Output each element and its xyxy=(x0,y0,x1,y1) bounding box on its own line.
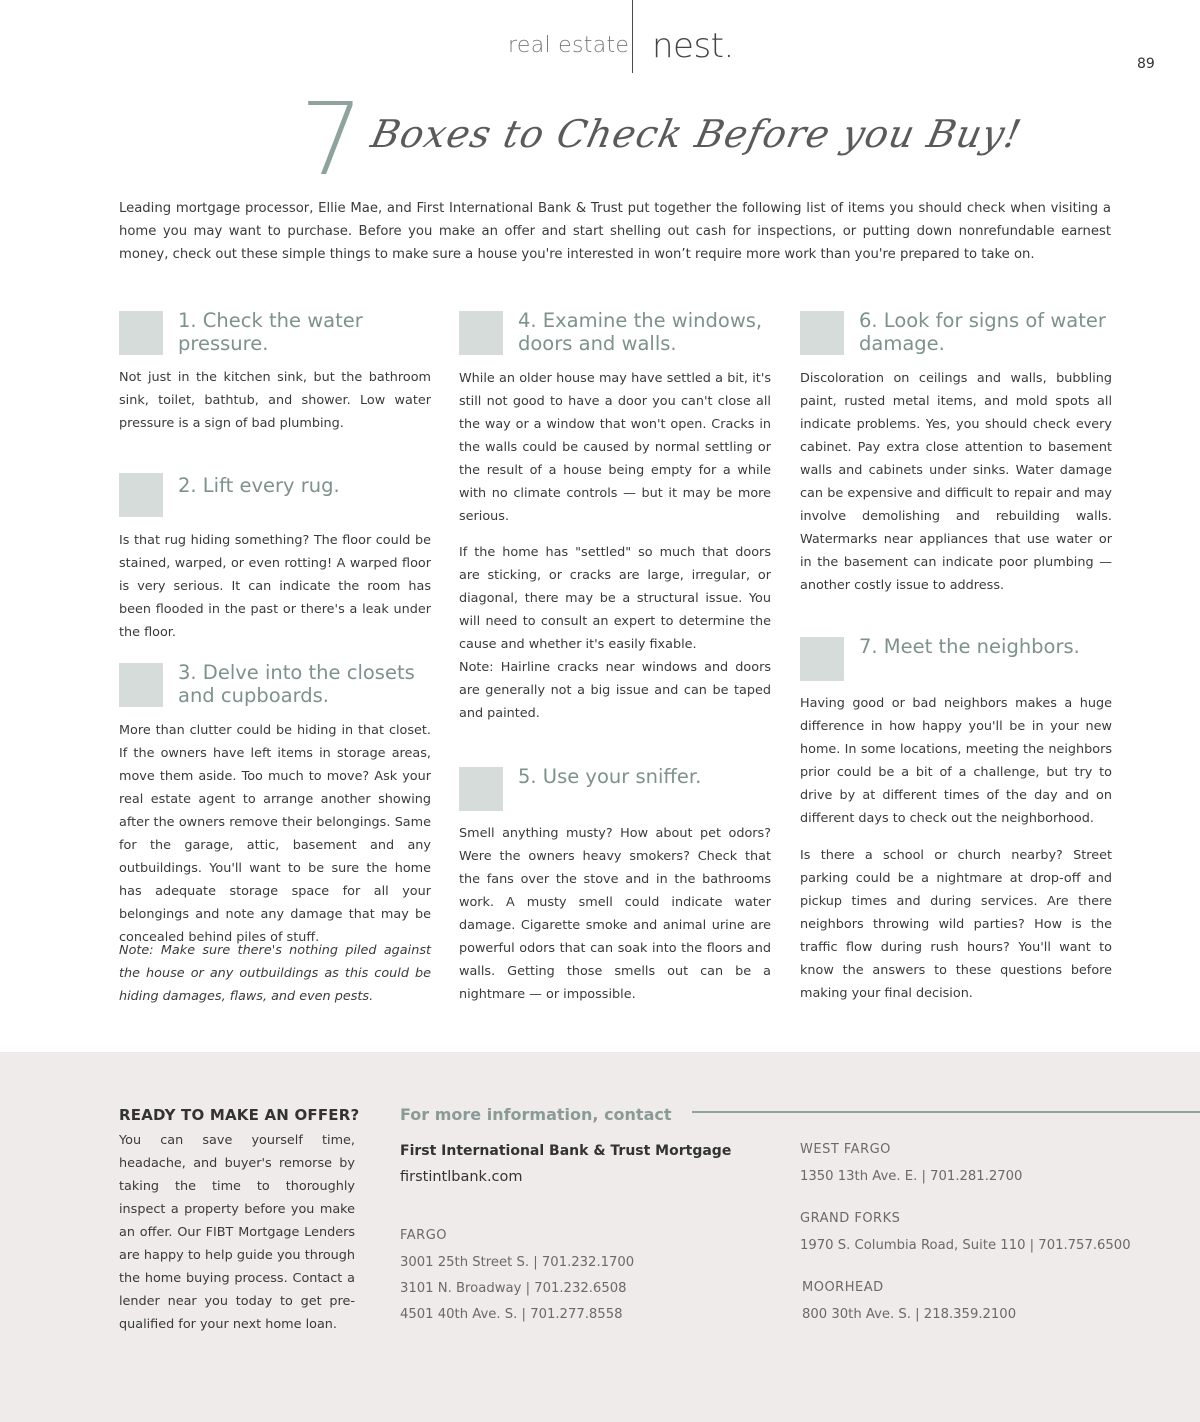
checkbox-square xyxy=(459,767,503,811)
item-title: 4. Examine the windows, doors and walls. xyxy=(518,309,763,355)
item-body: Is that rug hiding something? The floor could be stained, warped, or even rotting! A warped floor is very serious. It can indicate the room has been flooded in the past or there's a leak under the floor. xyxy=(119,533,431,640)
intro-paragraph: Leading mortgage processor, Ellie Mae, and First International Bank & Trust put together the following list of items you should check when visiting a home you may want to purchase. Before you make an offer and start shelling out cash for inspections, or putting down nonrefundable earnest money, check out these simple things to make sure a house you're interested in won’t require more work than you're prepared to take on. xyxy=(119,201,1111,262)
checkbox-square xyxy=(459,311,503,355)
city-grand-forks: GRAND FORKS xyxy=(800,1211,901,1226)
page-title: Boxes to Check Before you Buy! xyxy=(367,112,1026,156)
item-note: Note: Make sure there's nothing piled against the house or any outbuildings as this could be hiding damages, flaws, and even pests. xyxy=(119,943,431,1004)
item-body: Smell anything musty? How about pet odors? Were the owners heavy smokers? Check that the fans over the stove and in the bathrooms work. A musty smell could indicate water damage. Cigarette smoke and animal urine are powerful odors that can soak into the floors and walls. Getting those smells out can be a nightmare — or impossible. xyxy=(459,826,771,1002)
checkbox-square xyxy=(119,663,163,707)
bank-website-link[interactable]: firstintlbank.com xyxy=(400,1169,523,1185)
magazine-logo: nest. xyxy=(652,26,734,66)
checkbox-square xyxy=(119,473,163,517)
section-label: real estate xyxy=(508,33,630,58)
item-body: While an older house may have settled a bit, it's still not good to have a door you can't close all the way or a window that won't open. Cracks in the walls could be caused by normal settling or the result of a house being empty for a while with no climate controls — but it may be more serious. xyxy=(459,371,771,524)
item-body: If the home has "settled" so much that doors are sticking, or cracks are large, irregular, or diagonal, there may be a structural issue. You will need to consult an expert to determine the cause and whether it's easily fixable. xyxy=(459,545,771,652)
item-body: Is there a school or church nearby? Street parking could be a nightmare at drop-off and pickup times and during services. Are there neighbors throwing wild parties? How is the traffic flow during rush hours? You'll want to know the answers to these questions before making your final decision. xyxy=(800,848,1112,1001)
address-line: 3101 N. Broadway | 701.232.6508 xyxy=(400,1281,627,1296)
ready-heading: READY TO MAKE AN OFFER? xyxy=(119,1106,360,1124)
contact-heading: For more information, contact xyxy=(400,1105,672,1124)
bank-name: First International Bank & Trust Mortgage xyxy=(400,1143,732,1159)
address-line: 3001 25th Street S. | 701.232.1700 xyxy=(400,1255,635,1270)
city-fargo: FARGO xyxy=(400,1228,448,1243)
item-title: 2. Lift every rug. xyxy=(178,474,340,497)
item-body: Discoloration on ceilings and walls, bubbling paint, rusted metal items, and mold spots all indicate problems. Yes, you should check every cabinet. Pay extra close attention to basement walls and cabinets under sinks. Water damage can be expensive and difficult to repair and may involve demolishing and rebuilding walls. Watermarks near appliances that use water or in the basement can indicate poor plumbing — another costly issue to address. xyxy=(800,371,1112,593)
item-note: Note: Hairline cracks near windows and doors are generally not a big issue and can be taped and painted. xyxy=(459,660,771,721)
checkbox-square xyxy=(800,311,844,355)
checkbox-square xyxy=(800,637,844,681)
item-title: 6. Look for signs of water damage. xyxy=(859,309,1106,355)
page-number: 89 xyxy=(1137,56,1155,72)
address-line: 800 30th Ave. S. | 218.359.2100 xyxy=(802,1307,1017,1322)
item-title: 3. Delve into the closets and cupboards. xyxy=(178,661,415,707)
checkbox-square xyxy=(119,311,163,355)
address-line: 4501 40th Ave. S. | 701.277.8558 xyxy=(400,1307,623,1322)
address-line: 1970 S. Columbia Road, Suite 110 | 701.757.6500 xyxy=(800,1238,1131,1253)
item-title: 7. Meet the neighbors. xyxy=(859,635,1080,658)
ready-body: You can save yourself time, headache, and buyer's remorse by taking the time to thoroughly inspect a property before you make an offer. Our FIBT Mortgage Lenders are happy to help guide you through the home buying process. Contact a lender near you today to get pre-qualified for your next home loan. xyxy=(119,1133,355,1332)
item-body: Not just in the kitchen sink, but the bathroom sink, toilet, bathtub, and shower. Low water pressure is a sign of bad plumbing. xyxy=(119,370,431,431)
item-body: More than clutter could be hiding in that closet. If the owners have left items in storage areas, move them aside. Too much to move? Ask your real estate agent to arrange another showing after the owners remove their belongings. Same for the garage, attic, basement and any outbuildings. You'll want to be sure the home has adequate storage space for all your belongings and note any damage that may be concealed behind piles of stuff. xyxy=(119,723,431,945)
city-west-fargo: WEST FARGO xyxy=(800,1142,891,1157)
city-moorhead: MOORHEAD xyxy=(802,1280,884,1295)
item-body: Having good or bad neighbors makes a huge difference in how happy you'll be in your new home. In some locations, meeting the neighbors prior could be a bit of a challenge, but try to drive by at different times of the day and on different days to check out the neighborhood. xyxy=(800,696,1112,826)
header-divider xyxy=(632,0,633,73)
contact-divider xyxy=(692,1111,1200,1113)
title-numeral: 7 xyxy=(300,81,364,198)
address-line: 1350 13th Ave. E. | 701.281.2700 xyxy=(800,1169,1023,1184)
item-title: 1. Check the water pressure. xyxy=(178,309,363,355)
item-title: 5. Use your sniffer. xyxy=(518,765,702,788)
